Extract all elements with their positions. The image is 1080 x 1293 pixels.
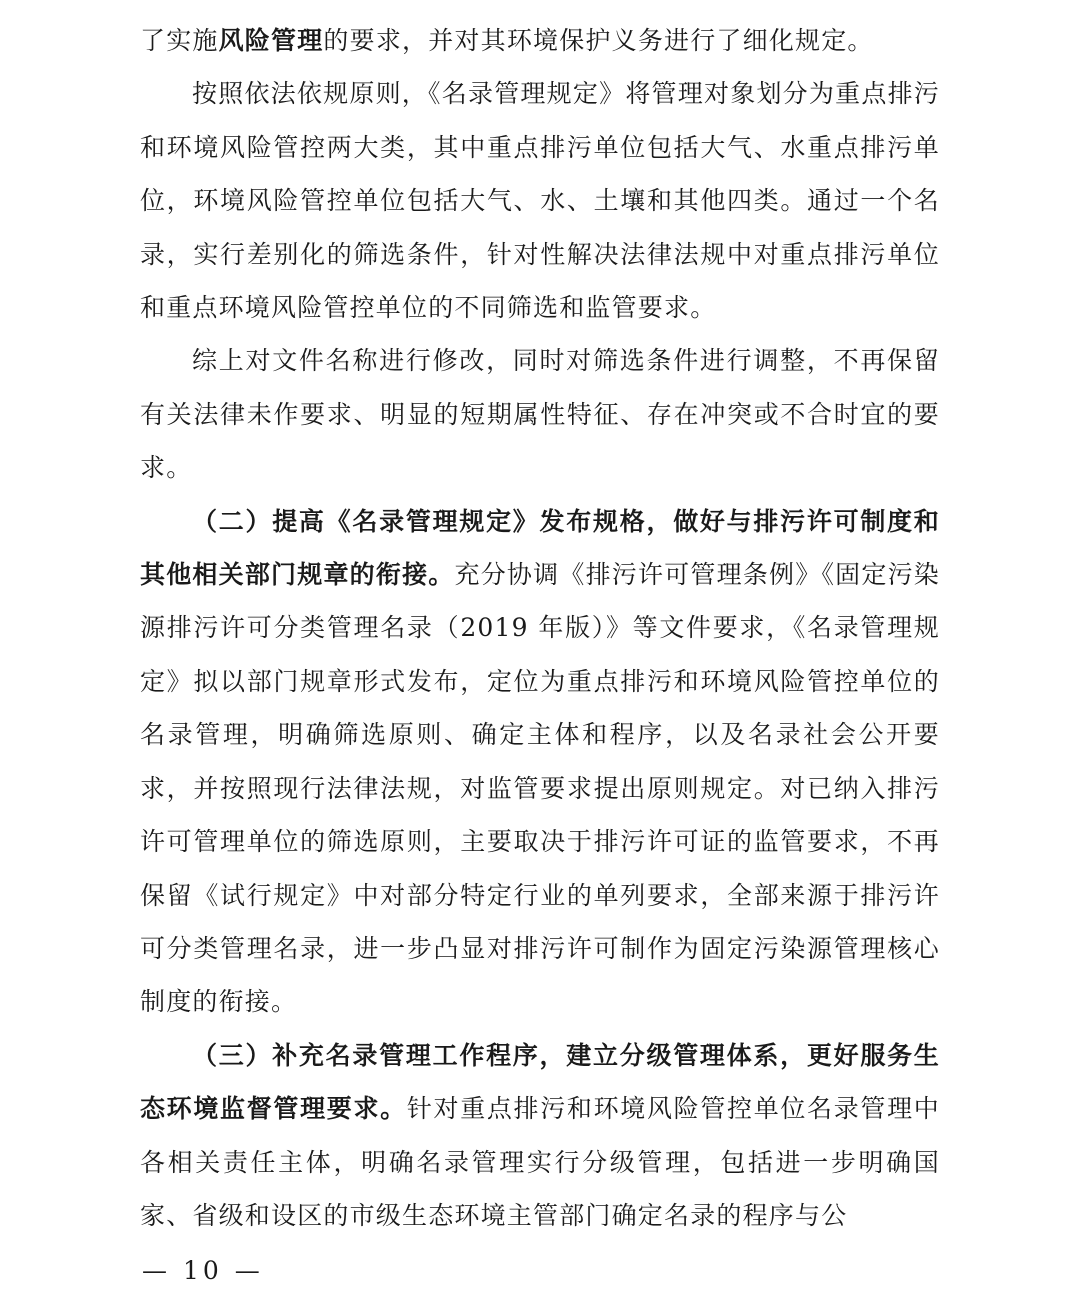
paragraph-1 (140, 14, 940, 67)
paragraph-1-run-1: 了实施 (140, 26, 219, 55)
paragraph-5 (140, 1029, 940, 1243)
paragraph-2 (140, 67, 940, 334)
paragraph-1-run-3: 的要求，并对其环境保护义务进行了细化规定。 (323, 26, 874, 55)
paragraph-4-heading-bold: （二）提高《名录管理规定》发布规格，做好与排污许可制度和其他相关部门规章的衔接。 (140, 506, 940, 590)
paragraph-3 (140, 334, 940, 494)
paragraph-3-run-1: 综上对文件名称进行修改，同时对筛选条件进行调整，不再保留有关法律未作要求、明显的短期属性特征、存在冲突或不合时宜的要求。 (140, 346, 940, 483)
paragraph-5-heading-bold: （三）补充名录管理工作程序，建立分级管理体系，更好服务生态环境监督管理要求。 (140, 1040, 940, 1124)
document-body (140, 14, 940, 1242)
paragraph-2-run-1: 按照依法依规原则，《名录管理规定》将管理对象划分为重点排污和环境风险管控两大类，其中重点排污单位包括大气、水重点排污单位，环境风险管控单位包括大气、水、土壤和其他四类。通过一个名录，实行差别化的筛选条件，针对性解决法律法规中对重点排污单位和重点环境风险管控单位的不同筛选和监管要求。 (140, 79, 940, 323)
paragraph-5-run-2: 针对重点排污和环境风险管控单位名录管理中各相关责任主体，明确名录管理实行分级管理，包括进一步明确国家、省级和设区的市级生态环境主管部门确定名录的程序与公 (140, 1094, 940, 1230)
page-number: — 10 — (142, 1256, 264, 1285)
paragraph-1-run-2-bold: 风险管理 (218, 26, 324, 55)
paragraph-4 (140, 495, 940, 1029)
paragraph-4-run-2: 充分协调《排污许可管理条例》《固定污染源排污许可分类管理名录（2019 年版）》等文件要求，《名录管理规定》拟以部门规章形式发布，定位为重点排污和环境风险管控单位的名录管理，明确筛选原则、确定主体和程序，以及名录社会公开要求，并按照现行法律法规，对监管要求提出原则规定。对已纳入排污许可管理单位的筛选原则，主要取决于排污许可证的监管要求，不再保留《试行规定》中对部分特定行业的单列要求，全部来源于排污许可分类管理名录，进一步凸显对排污许可制作为固定污染源管理核心制度的衔接。 (140, 560, 940, 1017)
